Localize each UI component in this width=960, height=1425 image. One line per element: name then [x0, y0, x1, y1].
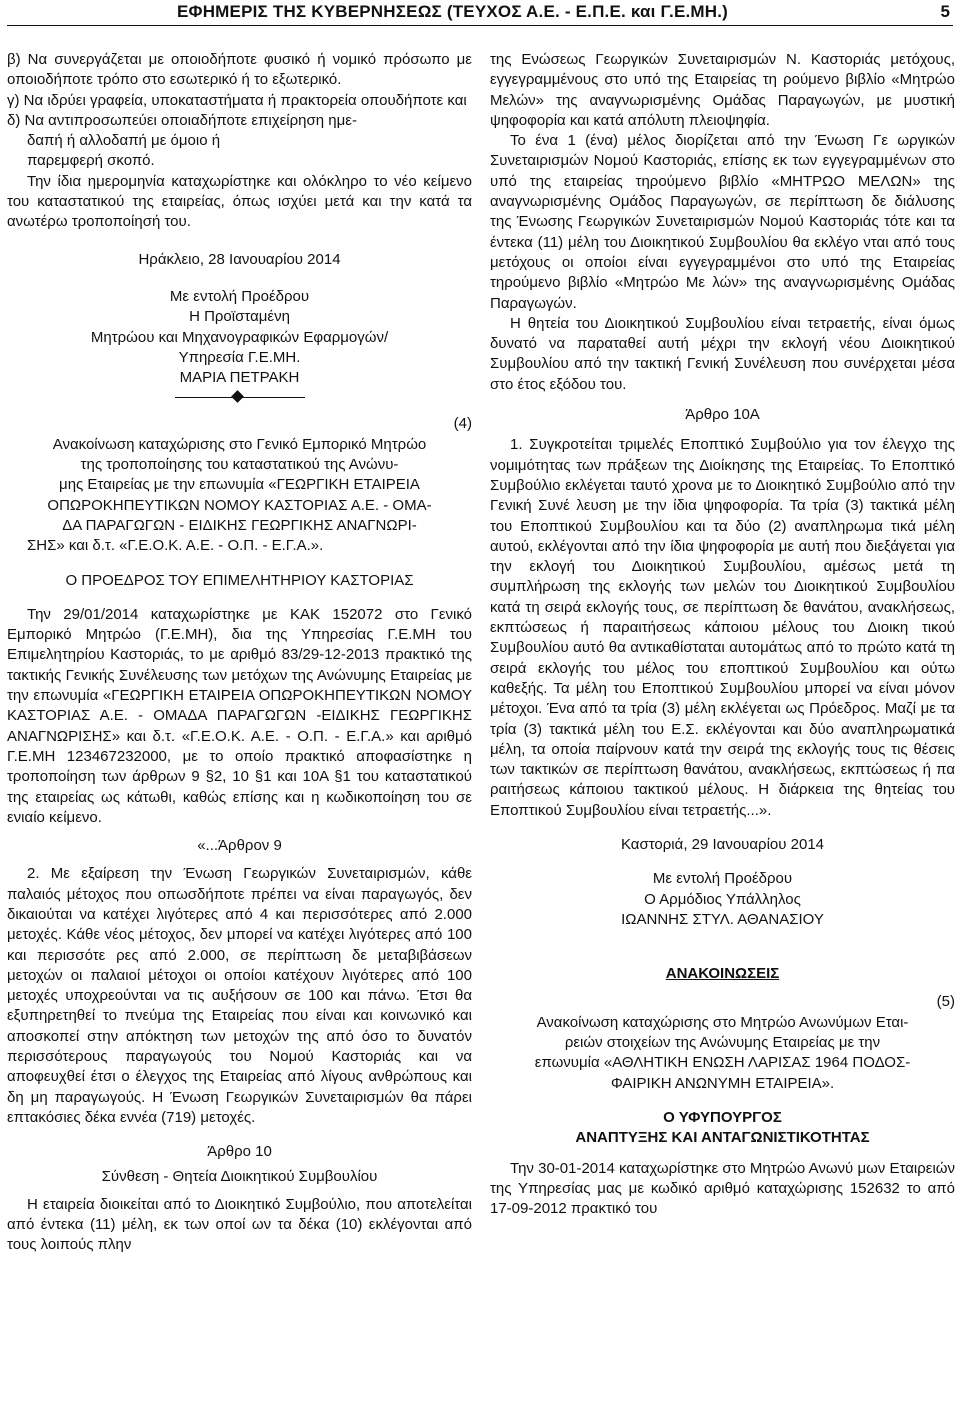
gazette-title: ΕΦΗΜΕΡΙΣ ΤΗΣ ΚΥΒΕΡΝΗΣΕΩΣ (ΤΕΥΧΟΣ Α.Ε. - Ε.Π.Ε. και Γ.Ε.ΜΗ.)	[177, 2, 729, 21]
notice-title-line5: ΔΑ ΠΑΡΑΓΩΓΩΝ - ΕΙΔΙΚΗΣ ΓΕΩΡΓΙΚΗΣ ΑΝΑΓΝΩΡΙ-	[62, 516, 417, 534]
signature-name: ΜΑΡΙΑ ΠΕΤΡΑΚΗ	[179, 369, 300, 387]
signature-name: ΙΩΑΝΝΗΣ ΣΤΥΛ. ΑΘΑΝΑΣΙΟΥ	[621, 910, 824, 928]
notice-title-line2: της τροποποίησης του καταστατικού της Ανώνυ-	[80, 456, 399, 474]
item-c: γ) Να ιδρύει γραφεία, υποκαταστήματα ή πρακτορεία οπουδήποτε και	[7, 91, 467, 109]
notice-body: Την 29/01/2014 καταχωρίστηκε με ΚΑΚ 152072 στο Γενικό Εμπορικό Μητρώο (Γ.Ε.ΜΗ), δια της Υπηρεσίας Γ.Ε.ΜΗ του Επιμελητηρίου Καστοριάς, το με αριθμό 83/29-12-2013 πρακτικό της τακτικής Γενικής Συνέλευσης των μετόχων της Ανώνυμης Εταιρείας με την επωνυμία «ΓΕΩΡΓΙΚΗ ΕΤΑΙΡΕΙΑ ΟΠΩΡΟΚΗΠΕΥΤΙΚΩΝ ΝΟΜΟΥ ΚΑΣΤΟΡΙΑΣ Α.Ε. - ΟΜΑΔΑ ΠΑΡΑΓΩΓΩΝ -ΕΙΔΙΚΗΣ ΓΕΩΡΓΙΚΗΣ ΑΝΑΓΝΩΡΙΣΗΣ» και δ.τ. «Γ.Ε.Ο.Κ. Α.Ε. - Ο.Π. - Ε.Γ.Α.» και αριθμό Γ.Ε.ΜΗ 123467232000, με το οποίο πρακτικό αποφασίστηκε η τροποποίηση των άρθρων 9 §2, 10 §1 και 10Α §1 του καταστατικού της εταιρείας ως κάτωθι, καθώς επίσης και η κωδικοποίηση του σε ενιαίο κείμενο.	[7, 605, 472, 826]
signature-department: Μητρώου και Μηχανογραφικών Εφαρμογών/	[90, 328, 389, 346]
article-10-paragraph-1: Το ένα 1 (ένα) μέλος διορίζεται από την Ένωση Γε ωργικών Συνεταιρισμών Νομού Καστοριάς, επίσης εκ των εγγεγραμμένων στο υπό της εταιρείας τηρούμενο βιβλίο «ΜΗΤΡΩΟ ΜΕΛΩΝ» της αναγνωρισμένης Ομάδος Παραγωγών, σε περίπτωση δε διάλυσης της Ένωσης Γεωργικών Συνεταιρισμών Νομού Καστοριάς τότε και τα έντεκα (11) μέλη του Διοικητικού Συμβουλίου θα εκλέγο νται από τους μετόχους οι οποίοι είναι εγγεγραμμένοι στο υπό της Εταιρείας τηρούμενο βιβλίο «Μητρώο Με λών» της αναγνωρισμένης Ομάδας Παραγωγών.	[490, 132, 955, 312]
notice-title-line6: ΣΗΣ» και δ.τ. «Γ.Ε.Ο.Κ. Α.Ε. - Ο.Π. - Ε.Γ.Α.».	[27, 537, 324, 555]
announcements-heading: ΑΝΑΚΟΙΝΩΣΕΙΣ	[665, 965, 780, 983]
article-10a-title: Άρθρο 10Α	[685, 406, 760, 424]
signature-service: Υπηρεσία Γ.Ε.ΜΗ.	[178, 348, 301, 366]
article-10-continuation: της Ενώσεως Γεωργικών Συνεταιρισμών Ν. Καστοριάς μετόχους, εγγεγραμμένους στο υπό της Εταιρείας τη ρούμενο βιβλίο «Μητρώο Μελών» της αναγνωρισμένης Ομάδας Παραγωγών, με μυστική ψηφοφορία και κατά απόλυτη πλειοψηφία.	[490, 51, 955, 129]
article-10-title: Άρθρο 10	[207, 1143, 272, 1161]
article-10-paragraph-2: Η θητεία του Διοικητικού Συμβουλίου είναι τετραετής, είναι όμως δυνατό να παραταθεί αυτή μέχρι την εκλογή νέου Διοικητικού Συμβουλίου από την τακτική Γενική Συνέλευση που συνέρχεται μέσα στο έτος εξόδου του.	[490, 314, 955, 393]
notice-authority-line2: ΑΝΑΠΤΥΞΗΣ ΚΑΙ ΑΝΤΑΓΩΝΙΣΤΙΚΟΤΗΤΑΣ	[575, 1129, 870, 1147]
article-10-subtitle: Σύνθεση - Θητεία Διοικητικού Συμβουλίου	[101, 1167, 378, 1185]
article-10a-body: 1. Συγκροτείται τριμελές Εποπτικό Συμβούλιο για τον έλεγχο της νομιμότητας των πράξεων της Διοίκησης της Εταιρείας. Το Εποπτικό Συμβούλιο εκλέγεται ταυτό χρονα με το Διοικητικό Συμβούλιο από την Γενική Συνέ λευση με την ίδια ψηφοφορία. Τα τρία (3) τακτικά μέλη του Εποπτικού Συμβουλίου και τα δύο (2) αναπληρωμα τικά μέλη αυτού, εκλέγονται από την ίδια ψηφοφορία με αυτή που διεξάγεται για την εκλογή του Διοικητικού Συμβουλίου, αμέσως μετά τη συμπλήρωση της εκλογής των μελών του Διοικητικού Συμβουλίου κατά τη σειρά εκλογής τους, σε περίπτωση δε θανάτου, ανακλήσεως, εκπτώσεως ή παραιτήσεως κάποιου μέλους του Διοικη τικού Συμβουλίου αυτό θα αντικαθίσταται αυτομάτως από το πρώτο κατά τη σειρά εκλογής του μέλος του εποπτικού Συμβουλίου και ούτω καθεξής. Τα μέλη του Εποπτικού Συμβουλίου μπορεί να είναι μόνον μέτοχοι. Ένα από τα τρία (3) μέλη εκλέγεται ως Πρόεδρος. Μαζί με τα τρία (3) τακτικά μέλη του Ε.Σ. εκλέγονται και δύο αναπληρωματικά μέλη, τα οποία παίρνουν κατά την σειρά της εκλογής τους τις θέσεις των τακτικών σε περίπτωση θανάτου, ανακλήσεως, εκπτώσεως ή πα ραιτήσεως κάποιου τακτικού μέλους. Η διάρκεια της θητείας του Εποπτικού Συμβουλίου είναι τετραετής...».	[490, 436, 955, 819]
signature-role: Ο Αρμόδιος Υπάλληλος	[644, 890, 801, 908]
section-divider	[175, 390, 305, 404]
page-number: 5	[940, 2, 950, 21]
signature-order: Με εντολή Προέδρου	[652, 870, 793, 888]
page-header	[0, 0, 960, 26]
notice-title-line3: επωνυμία «ΑΘΛΗΤΙΚΗ ΕΝΩΣΗ ΛΑΡΙΣΑΣ 1964 ΠΟΔΟΣ-	[534, 1054, 911, 1072]
notice-title-line1: Ανακοίνωση καταχώρισης στο Μητρώο Ανωνύμων Εται-	[536, 1013, 909, 1031]
notice-number: (5)	[936, 993, 955, 1011]
notice-title-line1: Ανακοίνωση καταχώρισης στο Γενικό Εμπορικό Μητρώο	[52, 435, 427, 453]
signature-order: Με εντολή Προέδρου	[169, 287, 310, 305]
article-10-body: Η εταιρεία διοικείται από το Διοικητικό Συμβούλιο, που αποτελείται από έντεκα (11) μέλη, εκ των οποί ων τα δέκα (10) εκλέγονται από τους λοιπούς πλην	[7, 1195, 472, 1254]
signature-role: Η Προϊσταμένη	[189, 308, 290, 326]
article-9-title: «...Άρθρον 9	[197, 837, 282, 855]
signature-place-date: Ηράκλειο, 28 Ιανουαρίου 2014	[138, 250, 341, 268]
notice-title-line4: ΟΠΩΡΟΚΗΠΕΥΤΙΚΩΝ ΝΟΜΟΥ ΚΑΣΤΟΡΙΑΣ Α.Ε. - ΟΜΑ-	[47, 496, 432, 514]
notice-title-line3: μης Εταιρείας με την επωνυμία «ΓΕΩΡΓΙΚΗ ΕΤΑΙΡΕΙΑ	[59, 476, 420, 494]
registration-paragraph: Την ίδια ημερομηνία καταχωρίστηκε και ολόκληρο το νέο κείμενο του καταστατικού της εταιρείας, όπως ισχύει μετά και την κατά τα ανωτέρω τροποποίησή του.	[7, 172, 472, 231]
item-d-line3: παρεμφερή σκοπό.	[27, 152, 155, 170]
item-d-line1: δ) Να αντιπροσωπεύει οποιαδήποτε επιχείρηση ημε-	[7, 111, 357, 129]
article-9-body: 2. Με εξαίρεση την Ένωση Γεωργικών Συνεταιρισμών, κάθε παλαιός μέτοχος που οπωσδήποτε πρέπει να είναι παραγωγός, δεν δικαιούται να κατέχει λιγότερες από 4 και περισσότερες από 2.000 μετοχές. Κάθε νέος μέτοχος, δεν μπορεί να κατέχει λιγότερες από 100 και περισσότε ρες από 2.000, σε περίπτωση δε μεταβιβάσεων μετοχών οι παλαιοί μέτοχοι οι οποίοι κατέχουν λιγότερες από 100 μετοχές υποχρεούνται να τις αυξήσουν σε 100 και πάνω. Έτσι θα εξυπηρετηθεί το πνεύμα της Εταιρείας που είναι και κοινωνικό και αποσκοπεί στην απόκτηση των μετοχών της από όσο το δυνατόν περισσότερους παραγωγούς του Νομού Καστοριάς και να αποφευχθεί έτσι ο έλεγχος της Εταιρείας από λίγους ανθρώπους και δη μη παραγωγούς. Η Ένωση Γεωργικών Συνεταιρισμών θα πάρει επτακόσιες δέκα εννέα (719) μετοχές.	[7, 865, 472, 1126]
item-d-line2: δαπή ή αλλοδαπή με όμοιο ή	[27, 132, 221, 150]
notice-title-line2: ρειών στοιχείων της Ανώνυμης Εταιρείας με την	[564, 1034, 881, 1052]
notice-authority-line1: Ο ΥΦΥΠΟΥΡΓΟΣ	[663, 1108, 782, 1126]
notice-title-line4: ΦΑΙΡΙΚΗ ΑΝΩΝΥΜΗ ΕΤΑΙΡΕΙΑ».	[610, 1074, 835, 1092]
right-column	[490, 50, 955, 1219]
item-b: β) Να συνεργάζεται με οποιοδήποτε φυσικό ή νομικό πρόσωπο με οποιοδήποτε τρόπο στο εσωτερικό ή το εξωτερικό.	[7, 51, 472, 89]
notice-authority: Ο ΠΡΟΕΔΡΟΣ ΤΟΥ ΕΠΙΜΕΛΗΤΗΡΙΟΥ ΚΑΣΤΟΡΙΑΣ	[65, 571, 414, 589]
diamond-icon	[231, 391, 244, 404]
left-column	[7, 50, 472, 1256]
notice-body: Την 30-01-2014 καταχωρίστηκε στο Μητρώο Ανωνύ μων Εταιρειών της Υπηρεσίας μας με κωδικό αριθμό καταχώρισης 152632 το από 17-09-2012 πρακτικό του	[490, 1159, 955, 1218]
header-rule	[7, 25, 953, 26]
notice-number: (4)	[453, 415, 472, 433]
signature-place-date: Καστοριά, 29 Ιανουαρίου 2014	[620, 835, 825, 853]
